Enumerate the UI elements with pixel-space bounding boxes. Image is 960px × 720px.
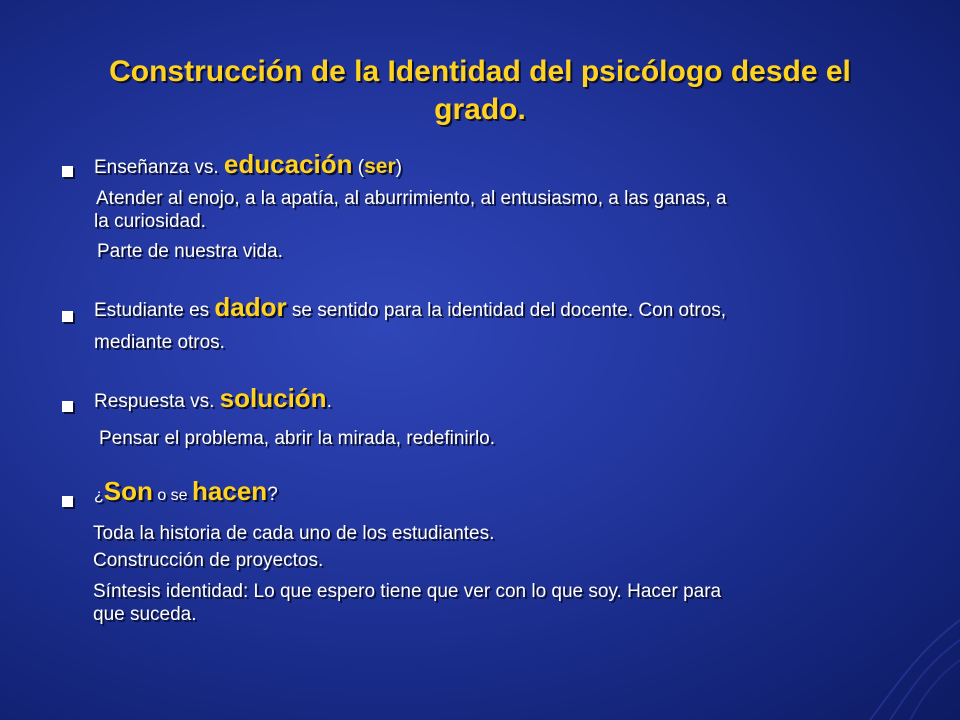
bullet-1-text [94, 149, 402, 179]
bullet-1-sub-1-line-2: la curiosidad. [94, 211, 206, 232]
bullet-square-icon [62, 496, 73, 507]
bullet-4-question-open: ¿ [94, 487, 104, 504]
bullet-4-sub-3 [93, 580, 721, 626]
bullet-4-sub-3-line-2: que suceda. [93, 604, 197, 625]
bullet-square-icon [62, 166, 73, 177]
bullet-4-mid: o se [152, 487, 193, 504]
bullet-1-sub-2: Parte de nuestra vida. [97, 241, 283, 262]
bullet-2-text [94, 292, 727, 322]
bullet-1-sub-1-line-1: Atender al enojo, a la apatía, al aburrimiento, al entusiasmo, a las ganas, a [96, 188, 727, 209]
bullet-square-icon [62, 311, 73, 322]
title-line-2: grado. [434, 93, 526, 126]
bullet-2-lead: Estudiante es [94, 300, 215, 321]
bullet-1-paren-open: ( [352, 157, 365, 178]
bullet-2-line-2: mediante otros. [94, 332, 225, 353]
bullet-4-sub-1: Toda la historia de cada uno de los estudiantes. [93, 523, 495, 544]
bullet-4-sub-2: Construcción de proyectos. [93, 550, 324, 571]
title-line-1: Construcción de la Identidad del psicólogo desde el [109, 55, 851, 88]
bullet-3-sub: Pensar el problema, abrir la mirada, redefinirlo. [99, 428, 496, 449]
bullet-4-sub-3-line-1: Síntesis identidad: Lo que espero tiene que ver con lo que soy. Hacer para [93, 581, 722, 602]
bullet-square-icon [62, 401, 73, 412]
bullet-2-highlight: dador [214, 292, 287, 322]
bullet-3-lead: Respuesta vs. [94, 391, 220, 412]
bullet-1-paren-close: ) [395, 157, 402, 178]
bullet-4-question-close: ? [267, 484, 278, 505]
bullet-4-highlight-2: hacen [192, 476, 268, 506]
bullet-4-highlight: Son [103, 476, 153, 506]
slide-title [40, 53, 920, 129]
bullet-1-lead: Enseñanza vs. [94, 157, 224, 178]
corner-swoosh-decoration [800, 560, 960, 720]
bullet-3-text [94, 383, 332, 413]
bullet-1-highlight-2: ser [364, 155, 396, 178]
bullet-4-text [94, 476, 278, 507]
bullet-3-highlight: solución [219, 383, 327, 413]
bullet-3-period: . [326, 391, 332, 412]
bullet-1-highlight: educación [223, 149, 353, 179]
bullet-2-rest: se sentido para la identidad del docente. Con otros, [286, 300, 727, 321]
bullet-1-sub-1 [94, 187, 727, 233]
